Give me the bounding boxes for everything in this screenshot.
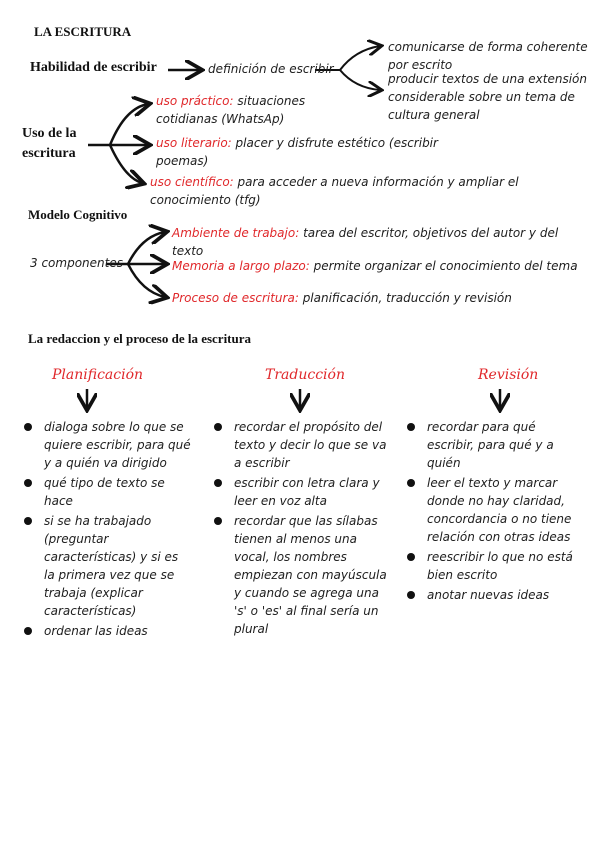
uso-item-practico: uso práctico: situaciones cotidianas (WhatsAp) [156, 94, 306, 126]
list-item: anotar nuevas ideas [405, 586, 585, 604]
list-item: recordar que las sílabas tienen al menos una vocal, los nombres empiezan con mayúscula y cuando se agrega una 's' o 'es' al final sería un plural [212, 512, 394, 638]
habilidad-label: Habilidad de escribir [30, 60, 157, 75]
heading-traduccion: Traducción [265, 367, 345, 383]
list-item: si se ha trabajado (preguntar características) y si es la primera vez que se trabaja (explicar características) [22, 512, 192, 620]
uso-item-literario: uso literario: placer y disfrute estético (escribir poemas) [156, 136, 438, 168]
redaccion-title: La redaccion y el proceso de la escritura [28, 331, 252, 346]
list-item: ordenar las ideas [22, 622, 192, 640]
list-item: recordar el propósito del texto y decir lo que se va a escribir [212, 418, 394, 472]
modelo-branch-3 [128, 264, 165, 297]
modelo-item-proceso: Proceso de escritura: planificación, traducción y revisión [172, 291, 512, 305]
uso-item-cientifico: uso científico: para acceder a nueva información y ampliar el conocimiento (tfg) [150, 175, 519, 207]
list-revision [405, 418, 585, 606]
list-traduccion [212, 418, 394, 640]
page-title: LA ESCRITURA [34, 24, 132, 39]
habilidad-middle: definición de escribir [208, 62, 334, 76]
list-item: leer el texto y marcar donde no hay claridad, concordancia o no tiene relación con otras ideas [405, 474, 585, 546]
list-item: recordar para qué escribir, para qué y a quién [405, 418, 585, 472]
habilidad-branch-2 [340, 70, 380, 90]
list-item: reescribir lo que no está bien escrito [405, 548, 585, 584]
list-item: escribir con letra clara y leer en voz alta [212, 474, 394, 510]
heading-planificacion: Planificación [52, 367, 144, 383]
modelo-title: Modelo Cognitivo [28, 207, 128, 222]
uso-branch-1 [88, 104, 148, 145]
heading-revision: Revisión [478, 367, 539, 383]
habilidad-branch2-text: producir textos de una extensión considerable sobre un tema de cultura general [388, 72, 588, 122]
modelo-item-ambiente: Ambiente de trabajo: tarea del escritor, objetivos del autor y del texto [172, 226, 559, 258]
modelo-item-memoria: Memoria a largo plazo: permite organizar el conocimiento del tema [172, 259, 578, 273]
habilidad-branch1-text: comunicarse de forma coherente por escrito [388, 40, 588, 72]
modelo-label: 3 componentes [30, 256, 123, 270]
list-item: dialoga sobre lo que se quiere escribir, para qué y a quién va dirigido [22, 418, 192, 472]
list-item: qué tipo de texto se hace [22, 474, 192, 510]
uso-label: Uso de la escritura [22, 126, 77, 161]
list-planificacion [22, 418, 192, 642]
uso-branch-3 [110, 145, 142, 183]
